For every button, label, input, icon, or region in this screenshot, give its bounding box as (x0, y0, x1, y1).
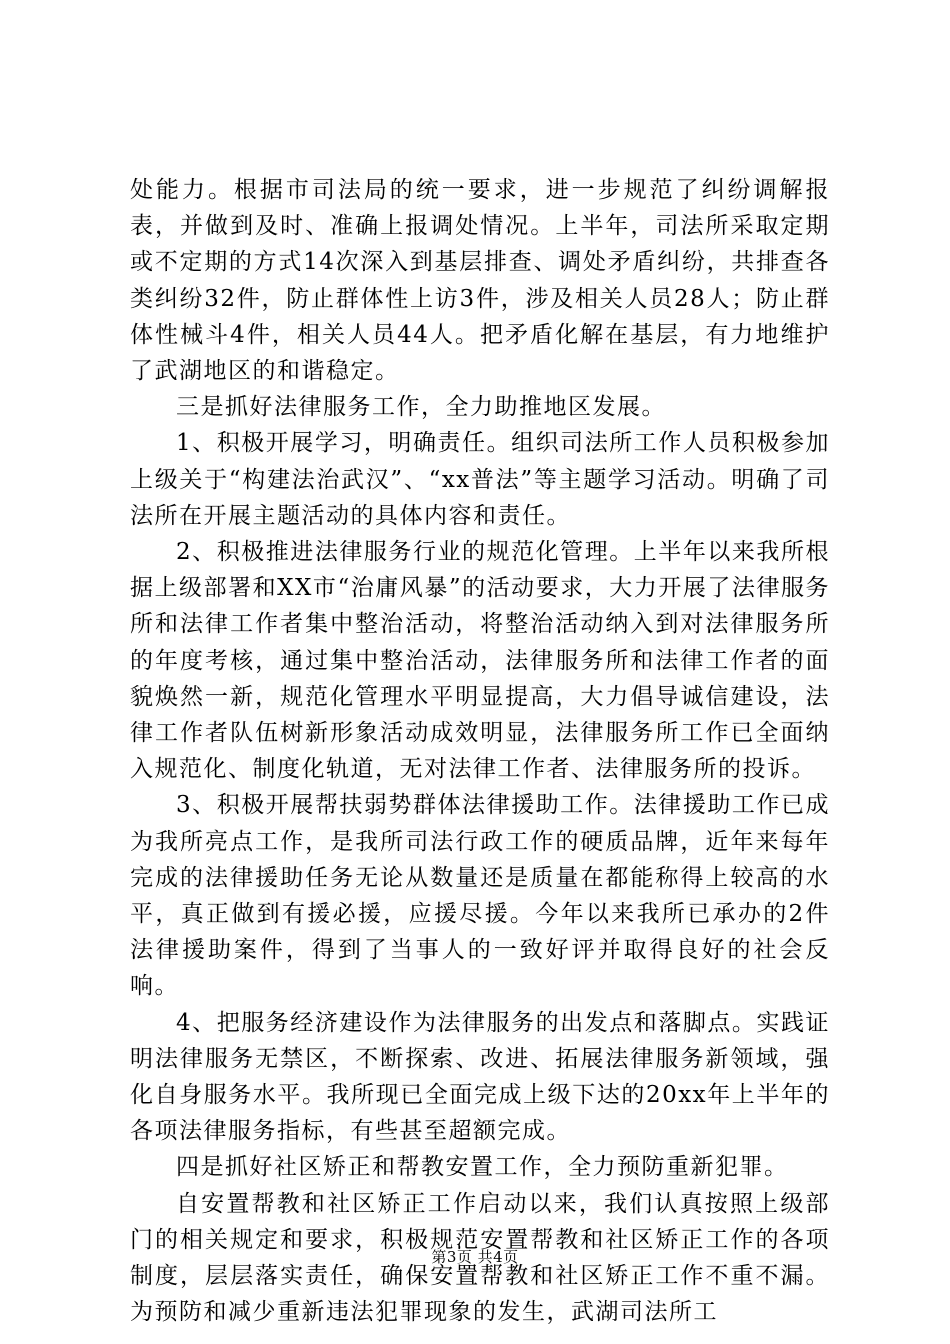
heading-community-correction: 四是抓好社区矫正和帮教安置工作，全力预防重新犯罪。 (176, 1154, 789, 1181)
paragraph-item-3-legal-aid: 3、积极开展帮扶弱势群体法律援助工作。法律援助工作已成为我所亮点工作，是我所司法行政工作的硬质品牌，近年来每年完成的法律援助任务无论从数量还是质量在都能称得上较高的水平，真正做到有援必援，应援尽援。今年以来我所已承办的2件法律援助案件，得到了当事人的一致好评并取得良好的社会反响。 (130, 792, 830, 1000)
page-number-footer: 第3页 共4页 (431, 1248, 519, 1266)
paragraph-item-1-study: 1、积极开展学习，明确责任。组织司法所工作人员积极参加上级关于“构建法治武汉”、“xx普法”等主题学习活动。明确了司法所在开展主题活动的具体内容和责任。 (130, 430, 830, 529)
paragraph-item-4-economic-service: 4、把服务经济建设作为法律服务的出发点和落脚点。实践证明法律服务无禁区，不断探索、改进、拓展法律服务新领域，强化自身服务水平。我所现已全面完成上级下达的20xx年上半年的各项法律服务指标，有些甚至超额完成。 (130, 1009, 830, 1145)
heading-legal-services: 三是抓好法律服务工作，全力助推地区发展。 (176, 394, 666, 421)
document-body (130, 172, 830, 1331)
paragraph-item-2-regulation: 2、积极推进法律服务行业的规范化管理。上半年以来我所根据上级部署和XX市“治庸风暴”的活动要求，大力开展了法律服务所和法律工作者集中整治活动，将整治活动纳入到对法律服务所的年度考核，通过集中整治活动，法律服务所和法律工作者的面貌焕然一新，规范化管理水平明显提高，大力倡导诚信建设，法律工作者队伍树新形象活动成效明显，法律服务所工作已全面纳入规范化、制度化轨道，无对法律工作者、法律服务所的投诉。 (130, 539, 830, 783)
paragraph-community-correction: 自安置帮教和社区矫正工作启动以来，我们认真按照上级部门的相关规定和要求，积极规范安置帮教和社区矫正工作的各项制度，层层落实责任，确保安置帮教和社区矫正工作不重不漏。为预防和减少重新违法犯罪现象的发生，武湖司法所工 (130, 1190, 830, 1326)
paragraph-dispute-mediation: 处能力。根据市司法局的统一要求，进一步规范了纠纷调解报表，并做到及时、准确上报调处情况。上半年，司法所采取定期或不定期的方式14次深入到基层排查、调处矛盾纠纷，共排查各类纠纷32件，防止群体性上访3件，涉及相关人员28人；防止群体性械斗4件，相关人员44人。把矛盾化解在基层，有力地维护了武湖地区的和谐稳定。 (130, 177, 830, 385)
